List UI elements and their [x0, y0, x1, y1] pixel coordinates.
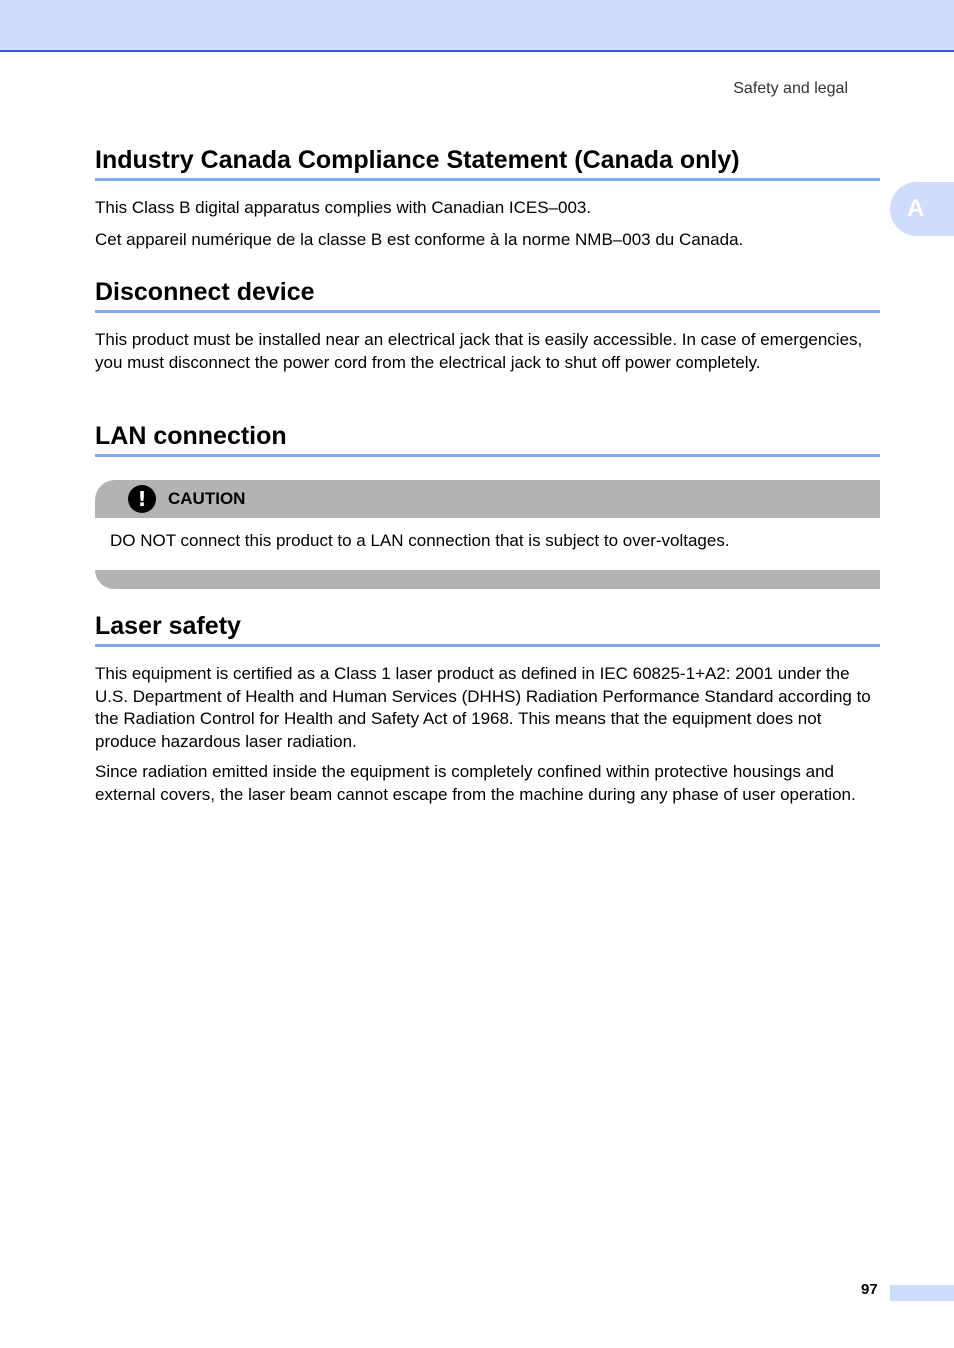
section-title: Disconnect device — [95, 278, 880, 313]
paragraph: Since radiation emitted inside the equipment is completely confined within protective housings and external covers, the laser beam cannot escape from the machine during any phase of user operation. — [95, 762, 856, 804]
section-body — [95, 329, 880, 374]
exclamation-icon: ! — [128, 485, 156, 513]
paragraph: This Class B digital apparatus complies with Canadian ICES–003. — [95, 198, 592, 217]
chapter-tab: A — [890, 182, 954, 236]
section-lan-connection — [95, 422, 880, 457]
caution-header — [95, 480, 880, 518]
section-laser-safety — [95, 612, 880, 647]
caution-label: CAUTION — [168, 489, 246, 508]
running-header: Safety and legal — [733, 80, 848, 97]
section-body — [95, 761, 880, 806]
page-number-tab — [890, 1285, 954, 1301]
top-header-band — [0, 0, 954, 52]
section-title: LAN connection — [95, 422, 880, 457]
paragraph: This equipment is certified as a Class 1 laser product as defined in IEC 60825-1+A2: 2001 under the U.S. Department of Health and Human Services (DHHS) Radiation Performance Standard according to the Radiation Control for Health and Safety Act of 1968. This means that the equipment does not produce hazardous laser radiation. — [95, 664, 871, 751]
section-industry-canada — [95, 146, 880, 181]
caution-text: DO NOT connect this product to a LAN connection that is subject to over-voltages. — [110, 531, 730, 550]
paragraph: Cet appareil numérique de la classe B est conforme à la norme NMB–003 du Canada. — [95, 230, 744, 249]
page-number: 97 — [861, 1281, 878, 1298]
caution-footer-bar — [95, 570, 880, 589]
section-body — [95, 663, 880, 753]
section-disconnect-device — [95, 278, 880, 313]
section-title: Laser safety — [95, 612, 880, 647]
paragraph: This product must be installed near an electrical jack that is easily accessible. In case of emergencies, you must disconnect the power cord from the electrical jack to shut off power completely. — [95, 330, 863, 372]
section-body — [95, 229, 880, 252]
section-title: Industry Canada Compliance Statement (Canada only) — [95, 146, 880, 181]
section-body — [95, 197, 880, 220]
